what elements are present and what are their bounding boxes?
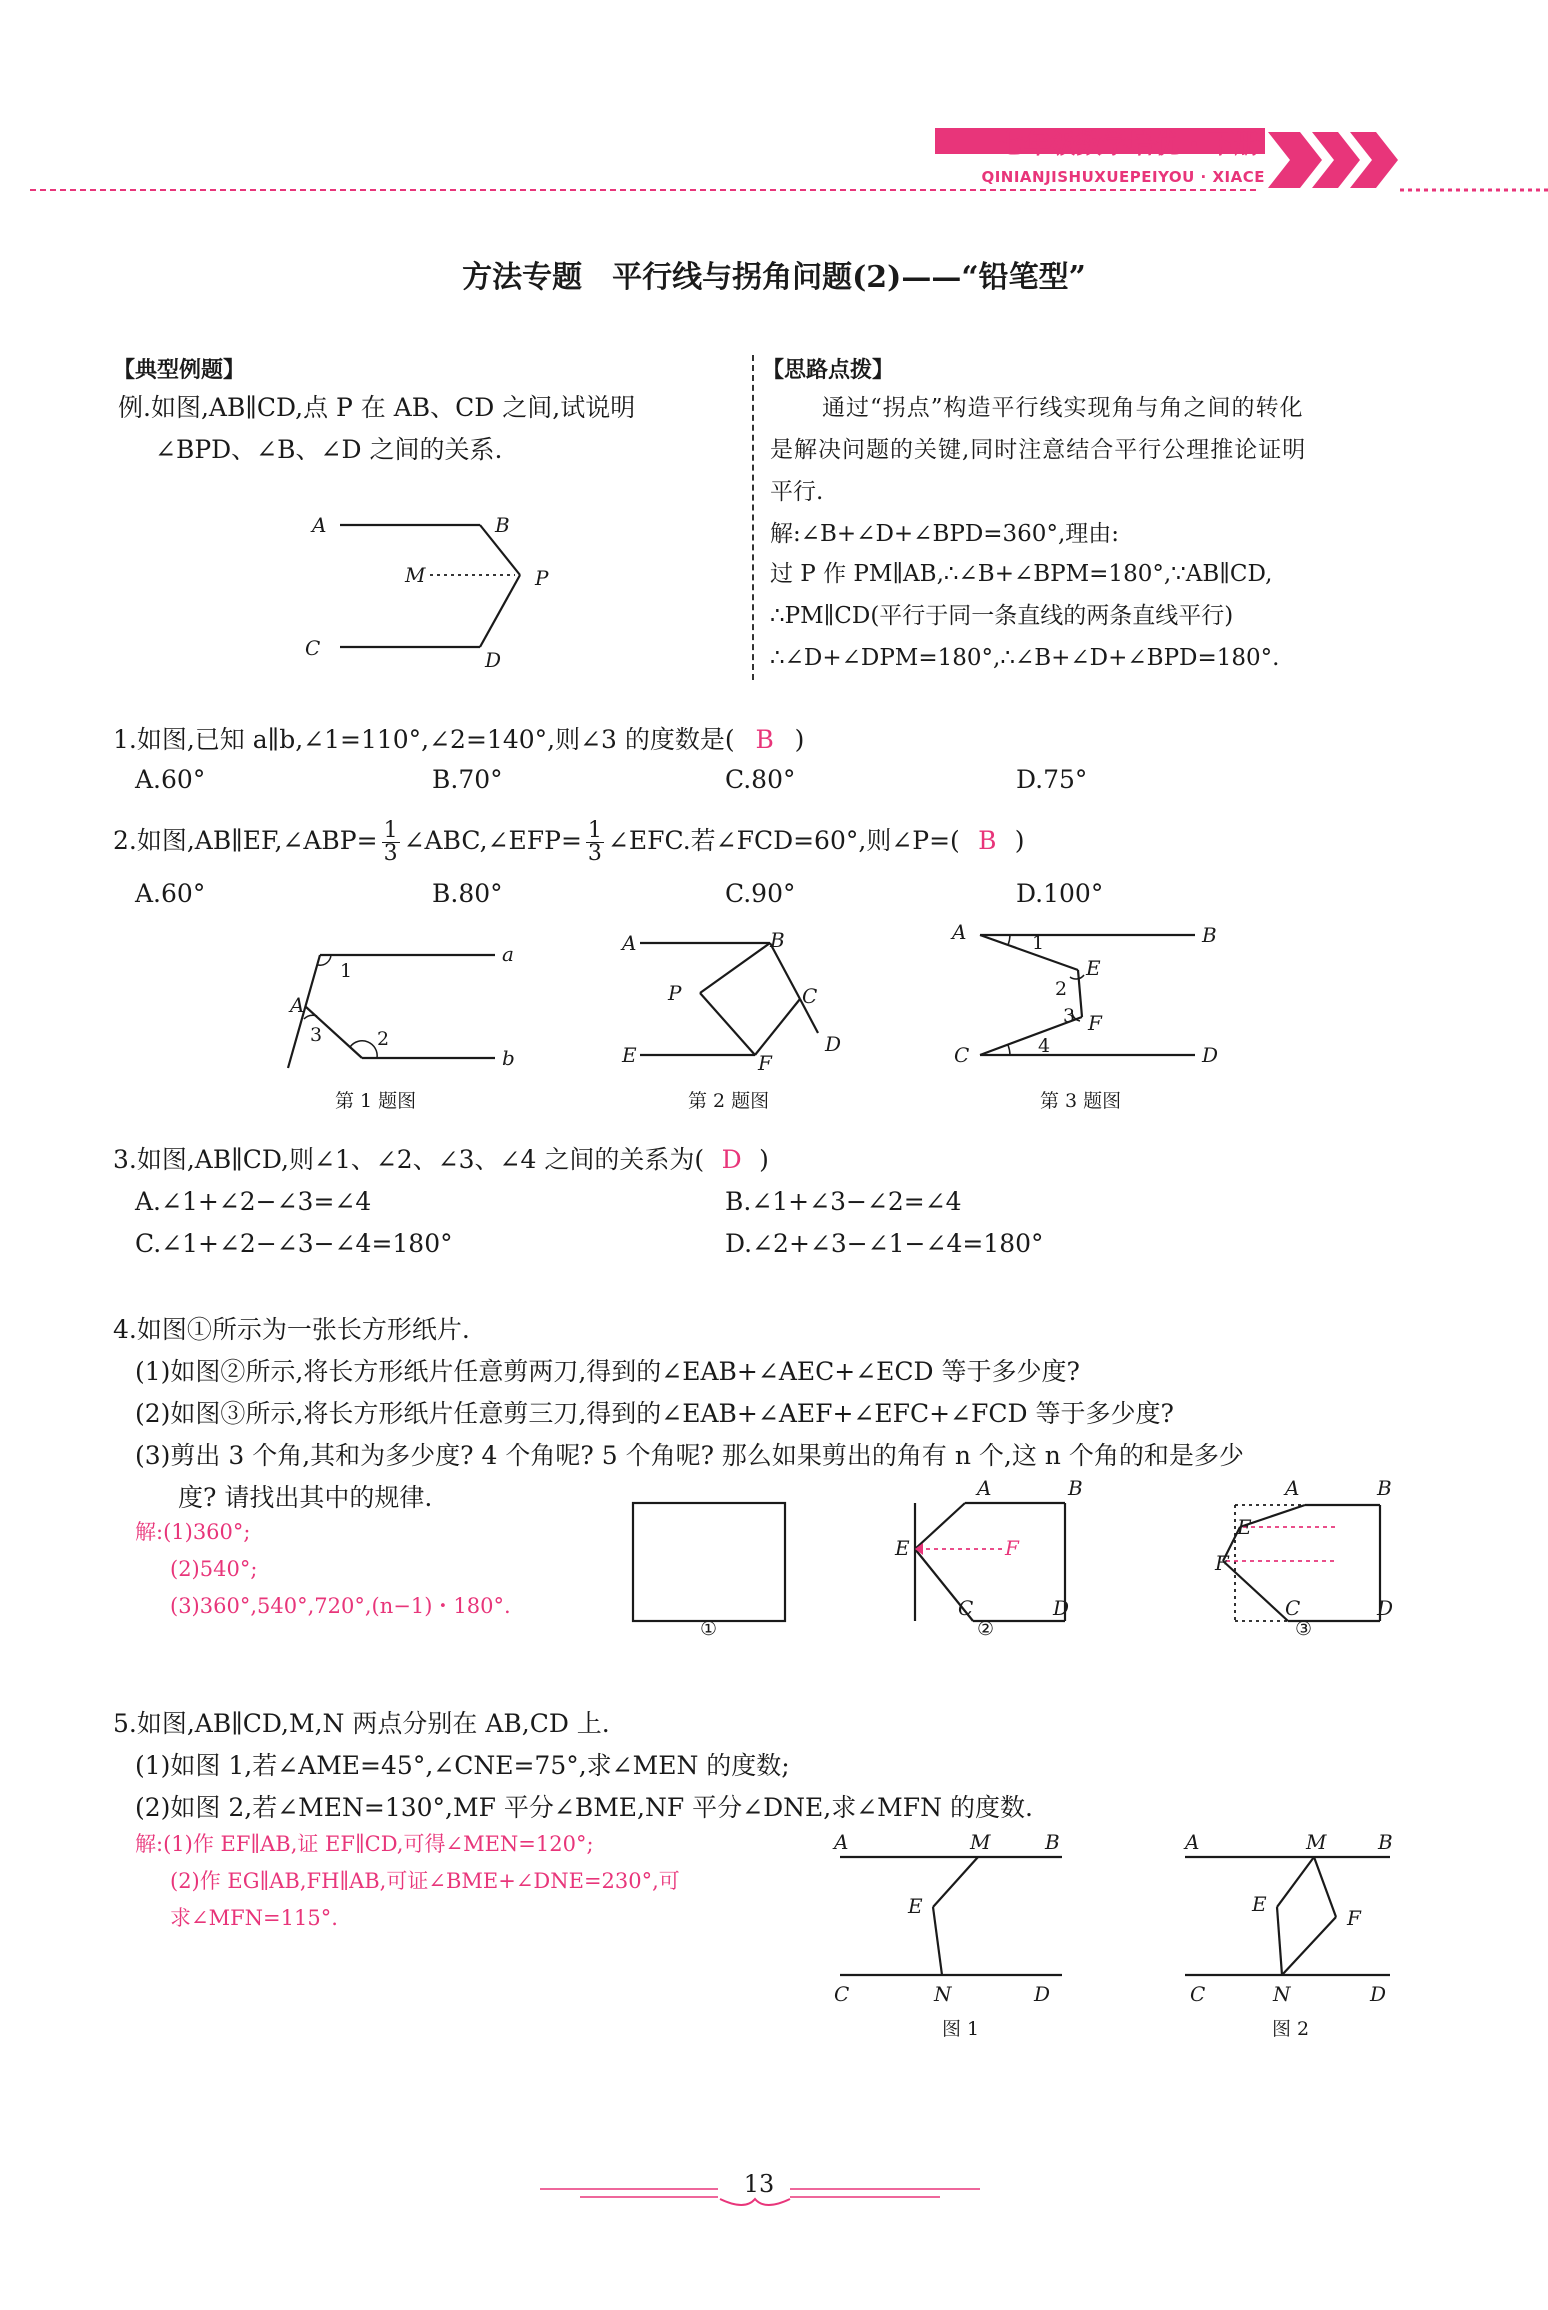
f2-label-A: A xyxy=(622,931,637,955)
f2-label-D: D xyxy=(825,1032,842,1056)
q5-fig1-label-a: A xyxy=(834,1830,849,1854)
q5-fig1-label-e: E xyxy=(908,1894,923,1918)
q4-part-2: (2)如图③所示,将长方形纸片任意剪三刀,得到的∠EAB+∠AEF+∠EFC+∠FCD 等于多少度? xyxy=(135,1399,1174,1428)
q2-frac1-num: 1 xyxy=(383,818,398,843)
f2-caption: 第 2 题图 xyxy=(688,1090,770,1112)
q5-fig2-label-c: C xyxy=(1190,1982,1206,2006)
tip-line-6: ∴PM∥CD(平行于同一条直线的两条直线平行) xyxy=(770,603,1234,629)
q4-fig3-label-d: D xyxy=(1377,1596,1394,1620)
f3-label-B: B xyxy=(1202,923,1217,947)
example-line-1: 例.如图,AB∥CD,点 P 在 AB、CD 之间,试说明 xyxy=(118,393,636,422)
header-pinyin: QINIANJISHUXUEPEIYOU · XIACE xyxy=(981,168,1265,186)
f2-label-P: P xyxy=(668,981,682,1005)
q2-stem xyxy=(113,820,1025,865)
q1-close: ) xyxy=(794,725,805,754)
q5-part-2: (2)如图 2,若∠MEN=130°,MF 平分∠BME,NF 平分∠DNE,求∠MFN 的度数. xyxy=(135,1793,1033,1822)
q4-fig2-label-b: B xyxy=(1068,1476,1083,1500)
q1-text: 1.如图,已知 a∥b,∠1=110°,∠2=140°,则∠3 的度数是( xyxy=(113,725,735,754)
q5-answer-2: (2)作 EG∥AB,FH∥AB,可证∠BME+∠DNE=230°,可 xyxy=(170,1869,680,1893)
example-label-p: P xyxy=(535,566,549,590)
f3-caption: 第 3 题图 xyxy=(1040,1090,1122,1112)
q4-fig3-label-b: B xyxy=(1377,1476,1392,1500)
q2-frac1-den: 3 xyxy=(383,841,398,866)
q4-part-1: (1)如图②所示,将长方形纸片任意剪两刀,得到的∠EAB+∠AEC+∠ECD 等于多少度? xyxy=(135,1357,1080,1386)
page-header xyxy=(0,0,1548,200)
q2-answer: B xyxy=(978,826,997,855)
q1-stem xyxy=(113,722,804,758)
q4-part-3b: 度? 请找出其中的规律. xyxy=(178,1483,433,1512)
f3-label-D: D xyxy=(1202,1043,1219,1067)
example-heading: 【典型例题】 xyxy=(113,357,246,383)
example-label-a: A xyxy=(312,513,327,537)
q4-fig2-label-f: F xyxy=(1005,1536,1019,1560)
q3-answer: D xyxy=(721,1145,742,1174)
q3-choice-b: B.∠1+∠3−∠2=∠4 xyxy=(725,1187,962,1216)
figure-q2 xyxy=(620,925,880,1110)
q1-choice-a: A.60° xyxy=(135,765,206,794)
q5-answer-3: 求∠MFN=115°. xyxy=(170,1906,338,1930)
q1-answer: B xyxy=(755,725,774,754)
q2-choice-c: C.90° xyxy=(725,879,796,908)
f1-label-2: 2 xyxy=(377,1028,390,1050)
f2-label-E: E xyxy=(622,1043,637,1067)
q4-fig-number-1: ① xyxy=(700,1618,718,1640)
q5-fig2-caption: 图 2 xyxy=(1272,2018,1310,2040)
q2-frac2-num: 1 xyxy=(587,818,602,843)
q4-fig-number-3: ③ xyxy=(1295,1618,1313,1640)
q5-answer-1: 解:(1)作 EF∥AB,证 EF∥CD,可得∠MEN=120°; xyxy=(135,1832,594,1856)
q4-part-3a: (3)剪出 3 个角,其和为多少度? 4 个角呢? 5 个角呢? 那么如果剪出的角有 n 个,这 n 个角的和是多少 xyxy=(135,1441,1244,1470)
q4-fig3-label-e: E xyxy=(1237,1515,1252,1539)
example-figure xyxy=(290,505,590,675)
example-label-m: M xyxy=(405,563,426,587)
q4-answer-2: (2)540°; xyxy=(170,1557,258,1581)
example-line-2: ∠BPD、∠B、∠D 之间的关系. xyxy=(155,435,503,464)
q1-choice-d: D.75° xyxy=(1016,765,1088,794)
q2-choice-a: A.60° xyxy=(135,879,206,908)
f1-label-A: A xyxy=(290,993,305,1017)
q5-fig1-label-d: D xyxy=(1034,1982,1051,2006)
q2-text-b: ∠ABC,∠EFP= xyxy=(403,826,582,855)
f3-label-4: 4 xyxy=(1038,1035,1051,1057)
f1-caption: 第 1 题图 xyxy=(335,1090,417,1112)
q5-fig1-label-b: B xyxy=(1045,1830,1060,1854)
q5-fig1-label-m: M xyxy=(970,1830,991,1854)
f1-label-b-line: b xyxy=(502,1046,515,1070)
q3-stem xyxy=(113,1142,769,1178)
q5-stem: 5.如图,AB∥CD,M,N 两点分别在 AB,CD 上. xyxy=(113,1709,610,1738)
q2-text-a: 2.如图,AB∥EF,∠ABP= xyxy=(113,826,378,855)
q5-fig2-label-a: A xyxy=(1185,1830,1200,1854)
q5-fig2-label-b: B xyxy=(1378,1830,1393,1854)
f3-label-A: A xyxy=(952,920,967,944)
figure-q4 xyxy=(625,1475,1415,1640)
q3-text: 3.如图,AB∥CD,则∠1、∠2、∠3、∠4 之间的关系为( xyxy=(113,1145,705,1174)
tip-line-4: 解:∠B+∠D+∠BPD=360°,理由: xyxy=(770,521,1119,547)
q4-answer-1: 解:(1)360°; xyxy=(135,1520,251,1544)
q3-choice-d: D.∠2+∠3−∠1−∠4=180° xyxy=(725,1229,1044,1258)
q5-fig2-label-e: E xyxy=(1252,1892,1267,1916)
q5-fig2-label-m: M xyxy=(1306,1830,1327,1854)
figure-q3 xyxy=(940,920,1240,1112)
f3-label-2: 2 xyxy=(1055,978,1068,1000)
q1-choice-b: B.70° xyxy=(432,765,503,794)
tip-line-2: 是解决问题的关键,同时注意结合平行公理推论证明 xyxy=(770,437,1307,463)
q2-fraction-2 xyxy=(586,820,604,865)
tip-line-7: ∴∠D+∠DPM=180°,∴∠B+∠D+∠BPD=180°. xyxy=(770,645,1280,671)
f3-label-1: 1 xyxy=(1032,932,1045,954)
q4-fig3-label-f: F xyxy=(1215,1551,1229,1575)
f1-label-a-line: a xyxy=(502,942,514,966)
q2-fraction-1 xyxy=(382,820,400,865)
q4-fig2-label-a: A xyxy=(977,1476,992,1500)
q2-choice-b: B.80° xyxy=(432,879,503,908)
tip-heading: 【思路点拨】 xyxy=(762,357,895,383)
figure-q1 xyxy=(270,925,530,1110)
tip-line-1: 通过“拐点”构造平行线实现角与角之间的转化 xyxy=(822,395,1304,421)
tip-line-3: 平行. xyxy=(770,479,824,505)
q5-fig1-label-n: N xyxy=(934,1982,952,2006)
q3-choice-a: A.∠1+∠2−∠3=∠4 xyxy=(135,1187,372,1216)
q1-choice-c: C.80° xyxy=(725,765,796,794)
page-number: 13 xyxy=(743,2170,775,2198)
q4-fig3-label-c: C xyxy=(1285,1596,1301,1620)
column-divider xyxy=(752,355,754,680)
f2-label-F: F xyxy=(758,1051,772,1075)
q4-answer-3: (3)360°,540°,720°,(n−1)・180°. xyxy=(170,1594,511,1618)
q5-fig2-label-f: F xyxy=(1347,1906,1361,1930)
q4-fig2-label-d: D xyxy=(1053,1596,1070,1620)
f3-label-F: F xyxy=(1088,1011,1102,1035)
f1-label-1: 1 xyxy=(340,960,353,982)
f3-label-C: C xyxy=(954,1043,970,1067)
q4-fig3-label-a: A xyxy=(1285,1476,1300,1500)
q2-choice-d: D.100° xyxy=(1016,879,1104,908)
header-title: 七年级数学培优 · 下册 xyxy=(998,130,1260,160)
f1-label-3: 3 xyxy=(310,1024,323,1046)
tip-line-5: 过 P 作 PM∥AB,∴∠B+∠BPM=180°,∵AB∥CD, xyxy=(770,561,1273,587)
header-decoration xyxy=(0,0,1548,200)
q5-fig1-label-c: C xyxy=(834,1982,850,2006)
page-title: 方法专题 平行线与拐角问题(2)——“铅笔型” xyxy=(462,260,1086,295)
f3-label-E: E xyxy=(1086,956,1101,980)
f2-label-C: C xyxy=(802,984,818,1008)
figure-q5 xyxy=(830,1825,1410,2040)
q5-fig2-label-d: D xyxy=(1370,1982,1387,2006)
q2-text-c: ∠EFC.若∠FCD=60°,则∠P=( xyxy=(607,826,960,855)
q3-choice-c: C.∠1+∠2−∠3−∠4=180° xyxy=(135,1229,453,1258)
example-label-d: D xyxy=(485,648,502,672)
q5-fig2-label-n: N xyxy=(1273,1982,1291,2006)
q3-close: ) xyxy=(759,1145,769,1174)
q2-frac2-den: 3 xyxy=(587,841,602,866)
q4-fig-number-2: ② xyxy=(977,1618,995,1640)
f3-label-3: 3 xyxy=(1063,1005,1076,1027)
example-label-b: B xyxy=(495,513,510,537)
q2-close: ) xyxy=(1014,826,1025,855)
q5-fig1-caption: 图 1 xyxy=(942,2018,980,2040)
example-label-c: C xyxy=(305,636,321,660)
q5-part-1: (1)如图 1,若∠AME=45°,∠CNE=75°,求∠MEN 的度数; xyxy=(135,1751,790,1780)
q4-fig2-label-e: E xyxy=(895,1536,910,1560)
q4-fig2-label-c: C xyxy=(958,1596,974,1620)
f2-label-B: B xyxy=(770,928,785,952)
q4-stem: 4.如图①所示为一张长方形纸片. xyxy=(113,1315,470,1344)
